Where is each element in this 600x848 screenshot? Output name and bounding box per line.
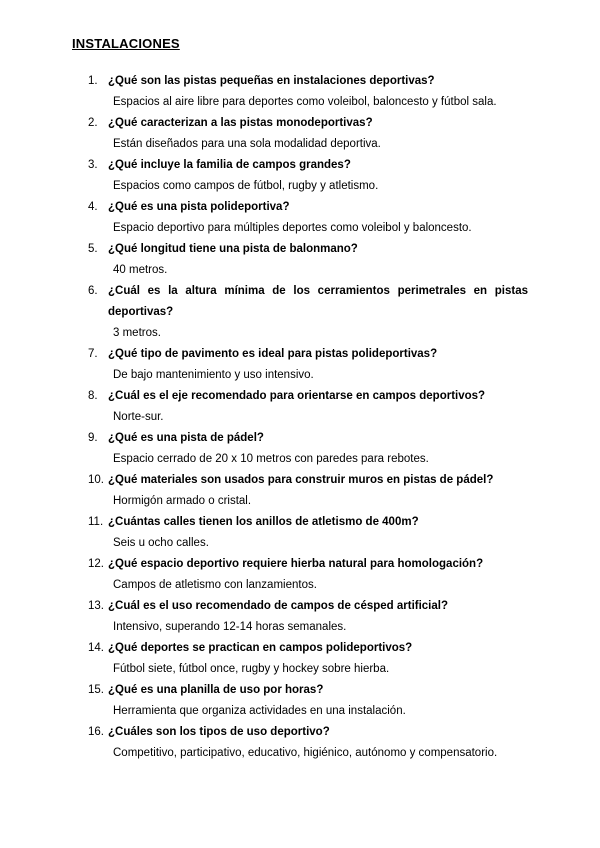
qa-list: [88, 71, 528, 764]
item-number: 1.: [88, 75, 98, 87]
answer-text: Están diseñados para una sola modalidad deportiva.: [113, 138, 381, 150]
question-text: ¿Qué tipo de pavimento es ideal para pistas polideportivas?: [108, 348, 438, 360]
question-text: ¿Qué es una pista polideportiva?: [108, 201, 290, 213]
answer-text: Norte-sur.: [113, 411, 164, 423]
question-text: ¿Qué es una pista de pádel?: [108, 432, 264, 444]
answer-text: De bajo mantenimiento y uso intensivo.: [113, 369, 314, 381]
question-text: ¿Qué materiales son usados para construir muros en pistas de pádel?: [108, 474, 494, 486]
question-text: ¿Cuál es el uso recomendado de campos de césped artificial?: [108, 600, 448, 612]
question-text: ¿Qué es una planilla de uso por horas?: [108, 684, 324, 696]
item-number: 7.: [88, 348, 98, 360]
question-text: ¿Qué son las pistas pequeñas en instalaciones deportivas?: [108, 75, 435, 87]
answer-text: Espacios como campos de fútbol, rugby y atletismo.: [113, 180, 379, 192]
item-number: 9.: [88, 432, 98, 444]
answer-text: Hormigón armado o cristal.: [113, 495, 252, 507]
item-number: 11.: [88, 516, 104, 528]
item-number: 12.: [88, 558, 104, 570]
answer-text: Fútbol siete, fútbol once, rugby y hockey sobre hierba.: [113, 663, 390, 675]
answer-text: Espacio cerrado de 20 x 10 metros con paredes para rebotes.: [113, 453, 429, 465]
item-number: 15.: [88, 684, 104, 696]
answer-text: Competitivo, participativo, educativo, higiénico, autónomo y compensatorio.: [113, 747, 498, 759]
question-text: ¿Cuáles son los tipos de uso deportivo?: [108, 726, 330, 738]
answer-text: Espacio deportivo para múltiples deportes como voleibol y baloncesto.: [113, 222, 472, 234]
qa-item: [88, 281, 528, 344]
qa-item: [88, 155, 528, 197]
qa-item: [88, 428, 528, 470]
qa-item: [88, 71, 528, 113]
qa-item: [88, 722, 528, 764]
qa-item: [88, 596, 528, 638]
question-text: ¿Qué caracterizan a las pistas monodeportivas?: [108, 117, 373, 129]
answer-text: 3 metros.: [113, 327, 161, 339]
item-number: 13.: [88, 600, 104, 612]
answer-text: 40 metros.: [113, 264, 168, 276]
question-text: ¿Cuántas calles tienen los anillos de atletismo de 400m?: [108, 516, 419, 528]
item-number: 3.: [88, 159, 98, 171]
answer-text: Seis u ocho calles.: [113, 537, 209, 549]
qa-item: [88, 197, 528, 239]
qa-item: [88, 470, 528, 512]
qa-item: [88, 512, 528, 554]
qa-item: [88, 344, 528, 386]
qa-item: [88, 554, 528, 596]
question-text: ¿Cuál es la altura mínima de los cerramientos perimetrales en pistas deportivas?: [108, 285, 528, 318]
answer-text: Intensivo, superando 12-14 horas semanales.: [113, 621, 347, 633]
qa-item: [88, 638, 528, 680]
answer-text: Herramienta que organiza actividades en una instalación.: [113, 705, 406, 717]
question-text: ¿Qué longitud tiene una pista de balonmano?: [108, 243, 358, 255]
qa-item: [88, 386, 528, 428]
item-number: 8.: [88, 390, 98, 402]
item-number: 4.: [88, 201, 98, 213]
answer-text: Campos de atletismo con lanzamientos.: [113, 579, 317, 591]
document-title: INSTALACIONES: [72, 36, 180, 51]
question-text: ¿Qué deportes se practican en campos polideportivos?: [108, 642, 413, 654]
question-text: ¿Cuál es el eje recomendado para orientarse en campos deportivos?: [108, 390, 486, 402]
answer-text: Espacios al aire libre para deportes como voleibol, baloncesto y fútbol sala.: [113, 96, 497, 108]
question-text: ¿Qué espacio deportivo requiere hierba natural para homologación?: [108, 558, 484, 570]
question-text: ¿Qué incluye la familia de campos grandes?: [108, 159, 351, 171]
qa-item: [88, 680, 528, 722]
item-number: 6.: [88, 285, 98, 297]
qa-item: [88, 113, 528, 155]
item-number: 2.: [88, 117, 98, 129]
item-number: 14.: [88, 642, 104, 654]
item-number: 16.: [88, 726, 104, 738]
item-number: 5.: [88, 243, 98, 255]
qa-item: [88, 239, 528, 281]
item-number: 10.: [88, 474, 104, 486]
